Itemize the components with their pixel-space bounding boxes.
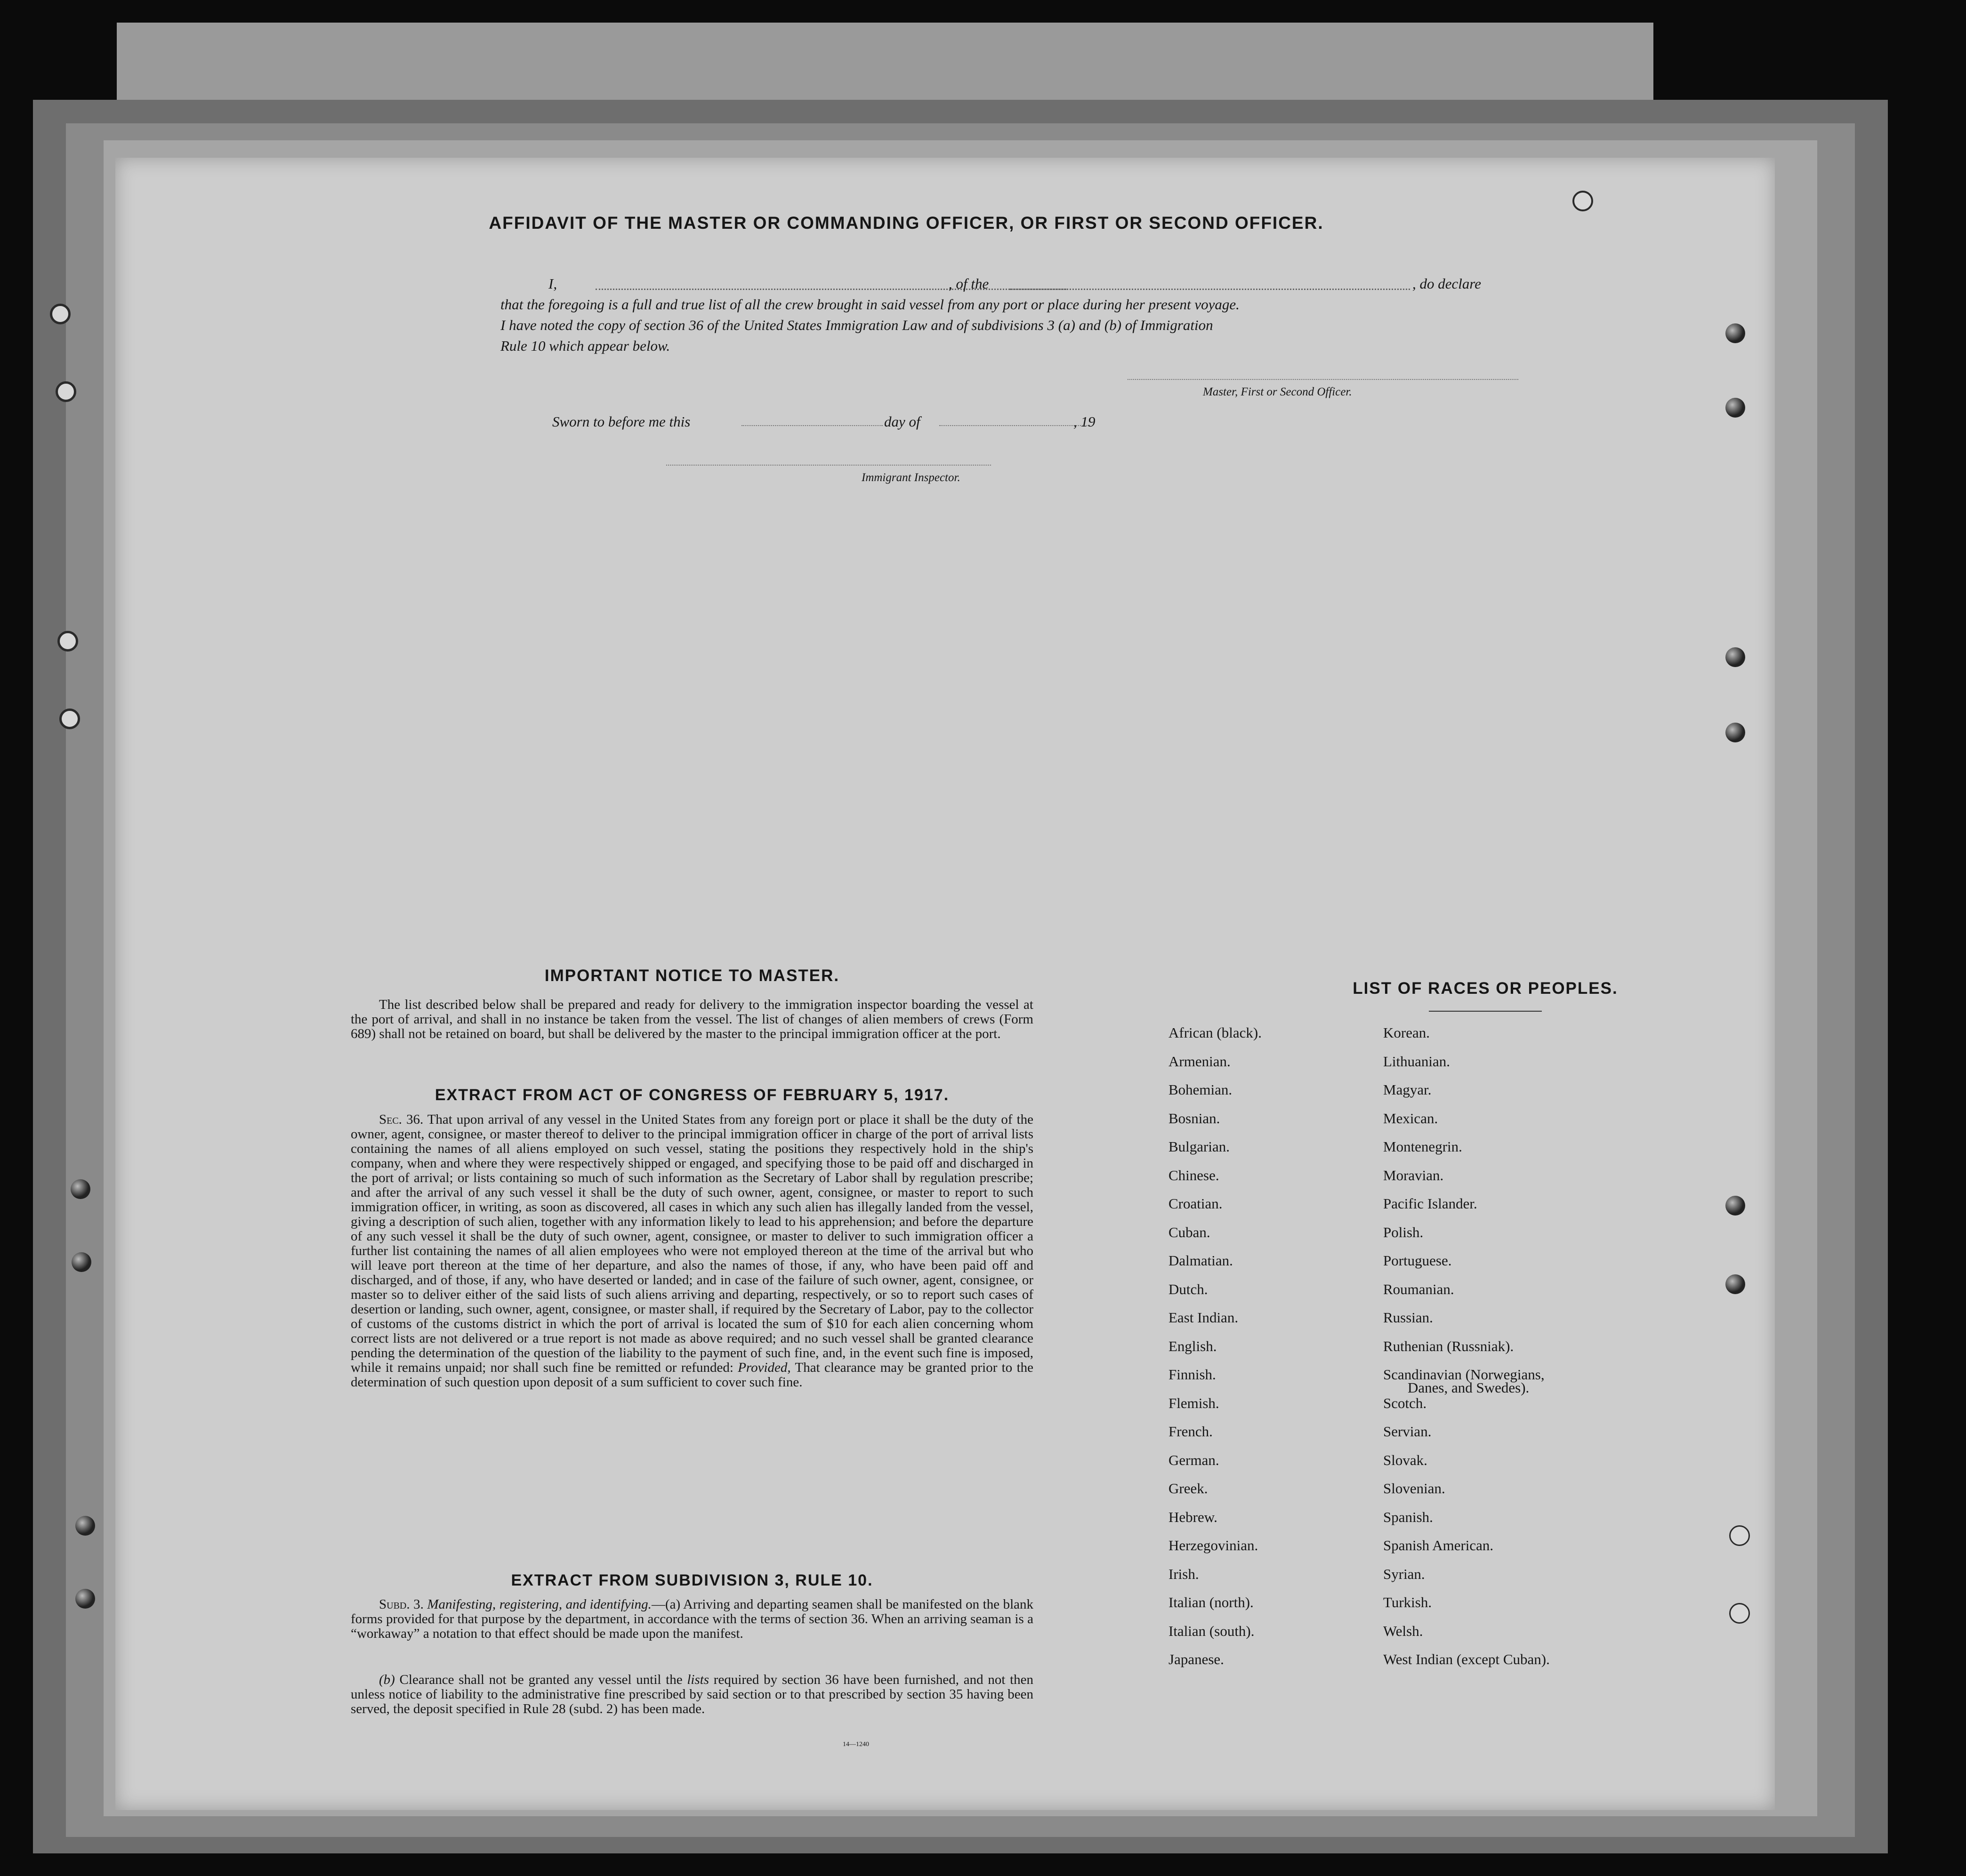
affidavit-line2: that the foregoing is a full and true list of all the crew brought in said vessel from any port or place during her present voyage. bbox=[500, 296, 1240, 313]
extract-rule-title: EXTRACT FROM SUBDIVISION 3, RULE 10. bbox=[511, 1571, 873, 1589]
punch-hole bbox=[1729, 1603, 1750, 1624]
rivet-icon bbox=[1725, 323, 1745, 343]
race-item: Italian (south). bbox=[1168, 1622, 1255, 1639]
day-of-label: day of bbox=[884, 413, 920, 430]
affidavit-i: I, bbox=[548, 275, 557, 292]
affidavit-line4: Rule 10 which appear below. bbox=[500, 338, 670, 354]
affidavit-line3: I have noted the copy of section 36 of the United States Immigration Law and of subdivisions 3 (a) and (b) of Immigration bbox=[500, 317, 1213, 333]
extract-act-title: EXTRACT FROM ACT OF CONGRESS OF FEBRUARY 5, 1917. bbox=[435, 1086, 950, 1104]
race-item: Pacific Islander. bbox=[1383, 1195, 1477, 1212]
binder-hole bbox=[50, 304, 71, 324]
race-item: East Indian. bbox=[1168, 1309, 1239, 1326]
punch-hole bbox=[1729, 1525, 1750, 1546]
subd-b-text-2: required by section 36 have been furnished, and not then unless notice of liability to the administrative fine prescribed by said section or to that prescribed by section 35 having been served, the deposit specified in Rule 28 (subd. 2) has been made. bbox=[351, 1672, 1034, 1716]
subd-label: Subd. 3. bbox=[379, 1597, 424, 1612]
section-36-text bbox=[351, 1112, 1033, 1390]
race-item: Korean. bbox=[1383, 1024, 1430, 1041]
rivet-icon bbox=[1725, 1274, 1745, 1294]
sworn-month-blank[interactable] bbox=[939, 425, 1090, 426]
race-item: Danes, and Swedes). bbox=[1408, 1379, 1530, 1396]
rivet-icon bbox=[1725, 1196, 1745, 1216]
notice-body: The list described below shall be prepared and ready for delivery to the immigration inspector boarding the vessel at the port of arrival, and shall in no instance be taken from the vessel. The list of changes of alien members of crews (Form 689) shall not be retained on board, but shall be delivered by the master to the principal immigration officer at the port. bbox=[351, 997, 1033, 1041]
subd-b-lists: lists bbox=[687, 1672, 709, 1687]
race-item: French. bbox=[1168, 1423, 1213, 1440]
subd-b-label: (b) bbox=[379, 1672, 395, 1687]
race-item: English. bbox=[1168, 1337, 1217, 1354]
binder-hole bbox=[56, 381, 76, 402]
race-item: African (black). bbox=[1168, 1024, 1262, 1041]
provided-word: Provided, bbox=[738, 1360, 791, 1375]
subd-a-text: —(a) Arriving and departing seamen shall be manifested on the blank forms provided for that purpose by the department, in accordance with the terms of section 36. When an arriving seaman is a “workaway” a notation to that effect should be made upon the manifest. bbox=[351, 1597, 1034, 1641]
affidavit-declare: , do declare bbox=[1412, 275, 1482, 292]
race-item: Scotch. bbox=[1383, 1394, 1427, 1411]
sworn-day-blank[interactable] bbox=[741, 425, 883, 426]
race-item: Montenegrin. bbox=[1383, 1138, 1462, 1155]
race-item: Flemish. bbox=[1168, 1394, 1219, 1411]
rivet-icon bbox=[1725, 398, 1745, 418]
affidavit-title: AFFIDAVIT OF THE MASTER OR COMMANDING OFFICER, OR FIRST OR SECOND OFFICER. bbox=[489, 213, 1324, 233]
race-item: Japanese. bbox=[1168, 1651, 1224, 1667]
rivet-icon bbox=[72, 1252, 91, 1272]
race-item: Scandinavian (Norwegians, bbox=[1383, 1366, 1545, 1383]
race-item: Italian (north). bbox=[1168, 1594, 1254, 1610]
race-item: Cuban. bbox=[1168, 1224, 1210, 1240]
race-item: Bohemian. bbox=[1168, 1081, 1233, 1098]
race-item: Turkish. bbox=[1383, 1594, 1432, 1610]
affidavit-of-the: , of the bbox=[949, 275, 989, 292]
affidavit-sheet bbox=[115, 158, 1775, 1810]
officer-signature-line[interactable] bbox=[1128, 379, 1518, 380]
race-item: Hebrew. bbox=[1168, 1508, 1217, 1525]
race-item: Syrian. bbox=[1383, 1565, 1425, 1582]
rule-subd-a bbox=[351, 1597, 1033, 1641]
race-item: Mexican. bbox=[1383, 1110, 1438, 1127]
notice-title: IMPORTANT NOTICE TO MASTER. bbox=[544, 966, 840, 985]
race-item: Ruthenian (Russniak). bbox=[1383, 1337, 1514, 1354]
officer-signature-caption: Master, First or Second Officer. bbox=[1203, 386, 1352, 398]
sworn-label: Sworn to before me this bbox=[552, 413, 691, 430]
binder-hole bbox=[57, 631, 78, 652]
subd-heading: Manifesting, registering, and identifying. bbox=[427, 1597, 652, 1612]
master-name-blank[interactable] bbox=[596, 289, 1066, 290]
rivet-icon bbox=[75, 1589, 95, 1609]
rivet-icon bbox=[71, 1179, 90, 1199]
race-item: Armenian. bbox=[1168, 1053, 1231, 1070]
race-item: Dutch. bbox=[1168, 1280, 1208, 1297]
race-item: Moravian. bbox=[1383, 1167, 1444, 1184]
race-item: Servian. bbox=[1383, 1423, 1432, 1440]
race-item: Spanish American. bbox=[1383, 1537, 1494, 1554]
race-item: Irish. bbox=[1168, 1565, 1199, 1582]
subd-b-text-1: Clearance shall not be granted any vessel until the bbox=[399, 1672, 683, 1687]
race-item: German. bbox=[1168, 1451, 1219, 1468]
race-item: Roumanian. bbox=[1383, 1280, 1454, 1297]
race-item: Polish. bbox=[1383, 1224, 1424, 1240]
race-item: West Indian (except Cuban). bbox=[1383, 1651, 1550, 1667]
rivet-icon bbox=[75, 1516, 95, 1536]
section-label: Sec. 36. bbox=[379, 1112, 424, 1127]
year-label: , 19 bbox=[1073, 413, 1096, 430]
section-tail: That clearance may be granted prior to the determination of such question upon deposit of a sum sufficient to cover such fine. bbox=[351, 1360, 1033, 1390]
race-item: Slovenian. bbox=[1383, 1480, 1445, 1497]
form-number: 14—1240 bbox=[843, 1741, 869, 1748]
race-item: Bosnian. bbox=[1168, 1110, 1220, 1127]
race-item: Dalmatian. bbox=[1168, 1252, 1233, 1269]
section-body: That upon arrival of any vessel in the United States from any foreign port or place it shall be the duty of the owner, agent, consignee, or master thereof to deliver to the principal immigration officer in charge of the port of arrival lists containing the names of all aliens employed on such vessel, stating the positions they respectively hold in the ship's company, when and where they were respectively shipped or engaged, and specifying those to be paid off and discharged in the port of arrival; or lists containing so much of such information as the Secretary of Labor shall by regulation prescribe; and after the arrival of any such vessel it shall be the duty of such owner, agent, consignee, or master to report to such immigration officer, in writing, as soon as discovered, all cases in which any such alien has illegally landed from the vessel, giving a description of such alien, together with any information likely to lead to his apprehension; and before the departure of any such vessel it shall be the duty of such owner, agent, consignee, or master to deliver to such immigration officer a further list containing the names of all alien employees who were not employed thereon at the time of the arrival but who will leave port thereon at the time of her departure, and also the names of those, if any, who have been paid off and discharged, and of those, if any, who have deserted or landed; and in case of the failure of such owner, agent, consignee, or master so to deliver either of the said lists of such aliens arriving and departing, respectively, or so to report such cases of desertion or landing, such owner, agent, consignee, or master shall, if required by the Secretary of Labor, pay to the collector of customs of the customs district in which the port of arrival is located the sum of $10 for each alien concerning whom correct lists are not delivered or a true report is not made as above required; and no such vessel shall be granted clearance pending the determination of the question of the liability to the payment of such fine, and, in the event such fine is imposed, while it remains unpaid; nor shall such fine be remitted or refunded: bbox=[351, 1112, 1033, 1375]
race-item: Magyar. bbox=[1383, 1081, 1432, 1098]
race-item: Portuguese. bbox=[1383, 1252, 1452, 1269]
rivet-icon bbox=[1725, 723, 1745, 742]
race-item: Finnish. bbox=[1168, 1366, 1216, 1383]
race-item: Greek. bbox=[1168, 1480, 1208, 1497]
race-item: Croatian. bbox=[1168, 1195, 1223, 1212]
inspector-signature-line[interactable] bbox=[666, 465, 991, 466]
rule-subd-b bbox=[351, 1673, 1033, 1716]
punch-hole bbox=[1572, 191, 1593, 211]
race-item: Russian. bbox=[1383, 1309, 1433, 1326]
race-item: Spanish. bbox=[1383, 1508, 1433, 1525]
race-item: Chinese. bbox=[1168, 1167, 1219, 1184]
race-item: Welsh. bbox=[1383, 1622, 1423, 1639]
races-title-rule bbox=[1429, 1011, 1542, 1012]
race-item: Lithuanian. bbox=[1383, 1053, 1450, 1070]
vessel-name-blank[interactable] bbox=[1010, 289, 1410, 290]
binder-hole bbox=[59, 709, 80, 729]
race-item: Herzegovinian. bbox=[1168, 1537, 1258, 1554]
back-board-top bbox=[117, 23, 1653, 112]
inspector-caption: Immigrant Inspector. bbox=[862, 471, 960, 484]
races-title: LIST OF RACES OR PEOPLES. bbox=[1353, 979, 1618, 998]
race-item: Slovak. bbox=[1383, 1451, 1427, 1468]
race-item: Bulgarian. bbox=[1168, 1138, 1230, 1155]
rivet-icon bbox=[1725, 647, 1745, 667]
